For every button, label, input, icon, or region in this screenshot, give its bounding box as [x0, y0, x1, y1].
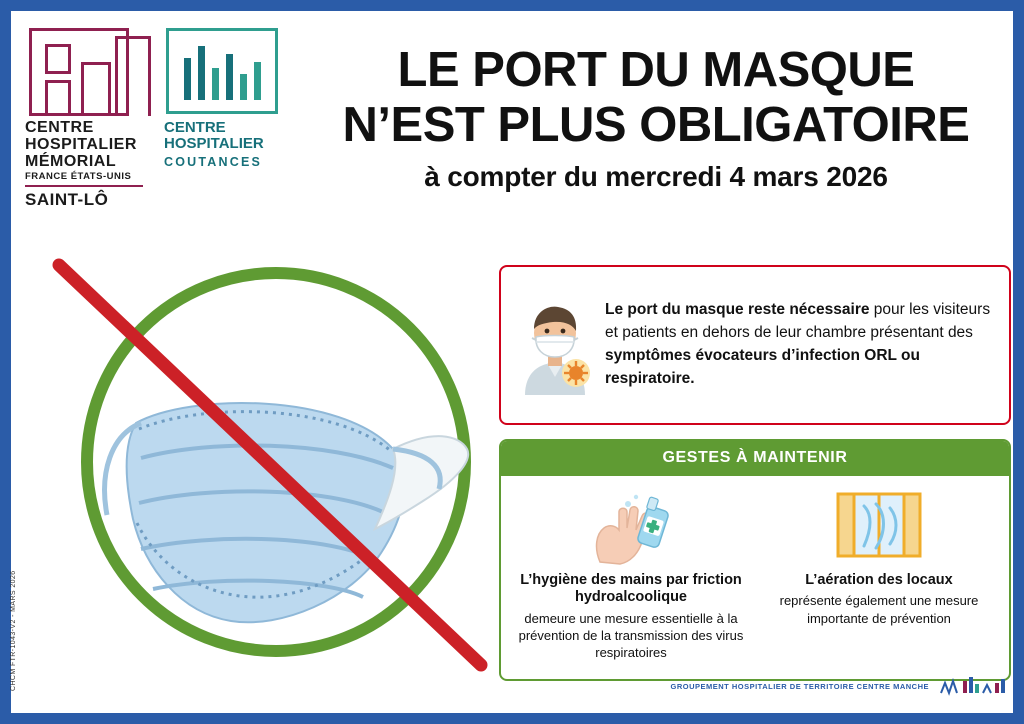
gestes-columns [501, 476, 1009, 667]
info-box-mask-still-required [499, 265, 1011, 425]
coutances-logo-glyph [166, 28, 284, 114]
footer [621, 675, 1011, 697]
gestes-header: GESTES À MAINTENIR [501, 441, 1009, 476]
coutances-line1: CENTRE [164, 119, 226, 136]
document-reference: CHCM FTR-1043-V2 - MARS 2026 [10, 570, 17, 691]
headline-line-1: LE PORT DU MASQUE [397, 43, 915, 97]
gestes-title-1: L’aération des locaux [805, 572, 953, 588]
hand-sanitizer-icon [513, 488, 749, 566]
gestes-subtitle-1: représente également une mesure importante de prévention [779, 593, 979, 626]
gestes-title-0: L’hygiène des mains par friction hydroalcoolique [520, 572, 742, 606]
memorial-line5: SAINT-LÔ [25, 190, 109, 210]
person-with-mask-icon [513, 295, 597, 395]
footer-text: GROUPEMENT HOSPITALIER DE TERRITOIRE CENTRE MANCHE [670, 681, 929, 691]
headline-line-2: N’EST PLUS OBLIGATOIRE [342, 97, 970, 152]
memorial-line4: FRANCE ÉTATS-UNIS [25, 171, 132, 183]
logo-group [25, 23, 305, 243]
gestes-column-ventilation [755, 488, 1003, 661]
memorial-logo-glyph [29, 28, 141, 116]
info-box-text [597, 299, 995, 391]
gestes-box [499, 439, 1011, 681]
open-window-icon [761, 488, 997, 566]
memorial-divider [25, 185, 143, 187]
gestes-column-hand-hygiene [507, 488, 755, 661]
memorial-line2: HOSPITALIER [25, 135, 137, 153]
coutances-line2: HOSPITALIER [164, 134, 264, 152]
mask-illustration [33, 249, 485, 681]
logo-centre-hospitalier-memorial [25, 23, 150, 243]
memorial-line1: CENTRE [25, 119, 94, 136]
gestes-subtitle-0: demeure une mesure essentielle à la prévention de la transmission des virus respiratoires [518, 610, 744, 661]
info-text-part-1: Le port du masque reste nécessaire [605, 301, 870, 319]
memorial-line3: MÉMORIAL [25, 152, 117, 170]
coutances-line3: COUTANCES [164, 154, 263, 169]
headline-effective-date: à compter du mercredi 4 mars 2026 [424, 160, 888, 192]
headline [301, 43, 1011, 193]
ght-logo-icon [939, 675, 1011, 697]
info-text-part-2: pour les visiteurs et patients en dehors de leur chambre présentant des [605, 301, 991, 342]
info-text-part-3: symptômes évocateurs d’infection ORL ou respiratoire. [605, 347, 920, 387]
mask-graphic [41, 253, 517, 677]
logo-centre-hospitalier-coutances [164, 23, 292, 243]
